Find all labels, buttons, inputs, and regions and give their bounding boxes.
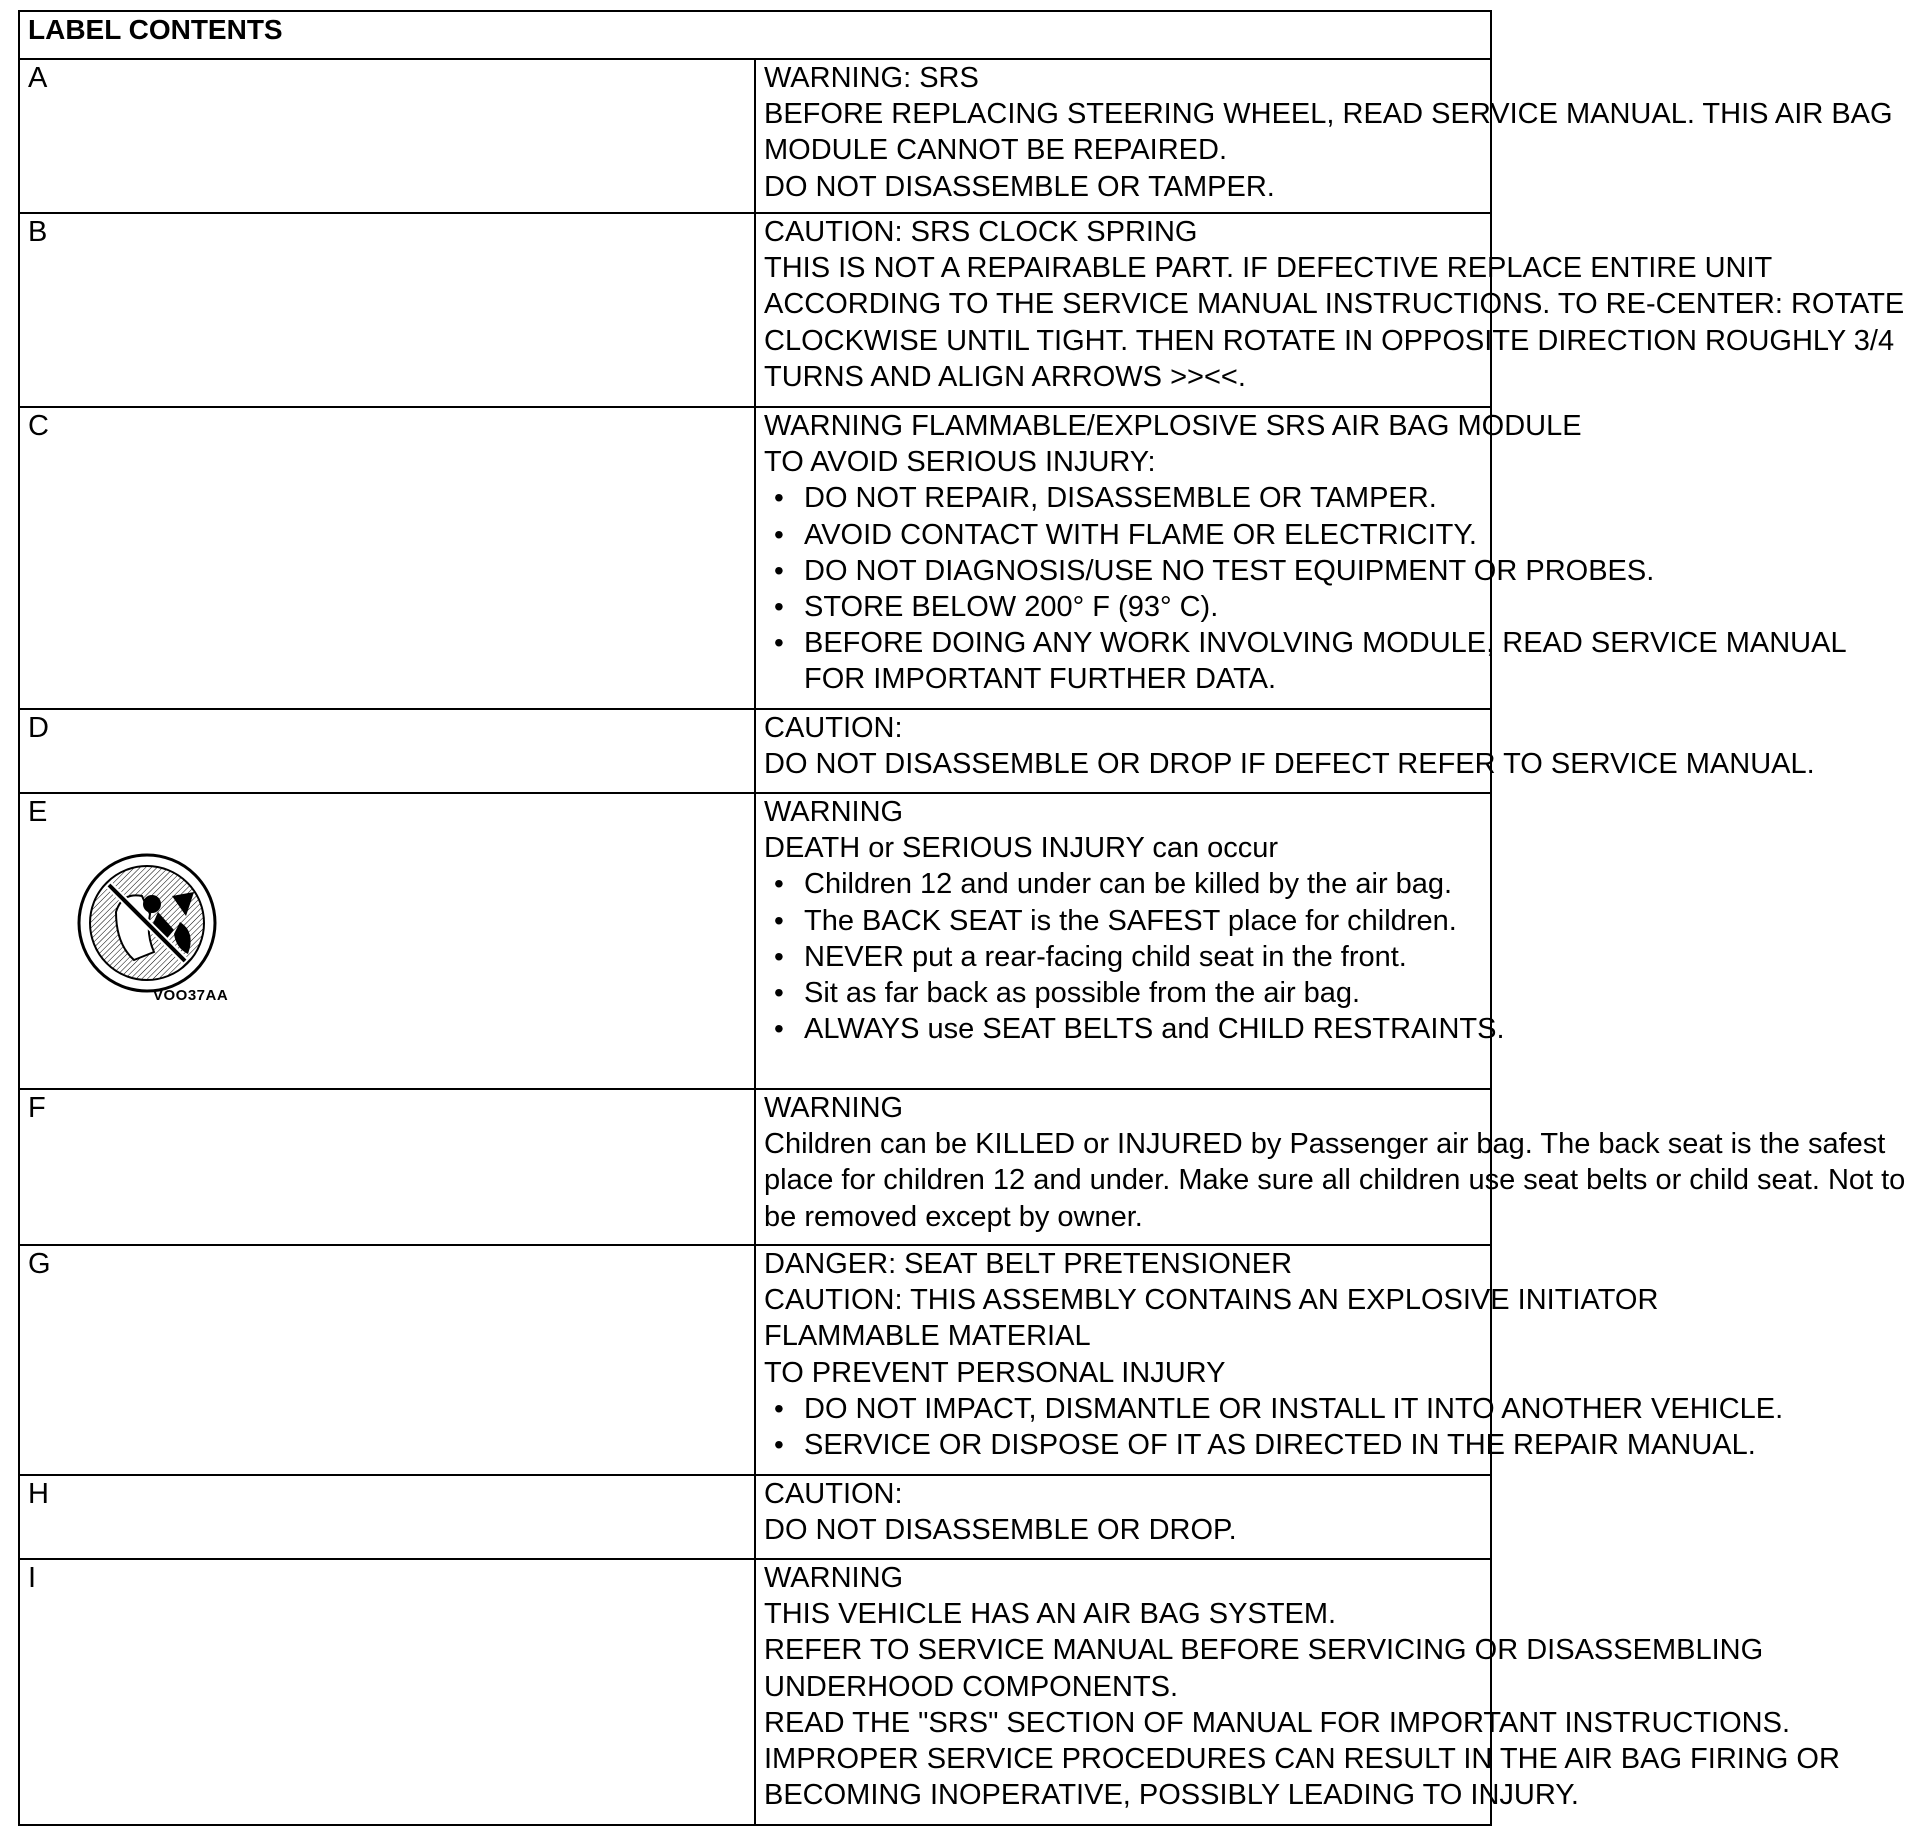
bullet-item: • DO NOT DIAGNOSIS/USE NO TEST EQUIPMENT OR PROBES. bbox=[764, 553, 1482, 589]
text-line: DANGER: SEAT BELT PRETENSIONER bbox=[764, 1248, 1293, 1280]
text-line: CLOCKWISE UNTIL TIGHT. THEN ROTATE IN OPPOSITE DIRECTION ROUGHLY 3/4 bbox=[764, 324, 1895, 357]
text-line: THIS IS NOT A REPAIRABLE PART. IF DEFECTIVE REPLACE ENTIRE UNIT bbox=[764, 252, 1773, 285]
table-row bbox=[19, 59, 1491, 213]
row-content bbox=[755, 213, 1905, 407]
text-line: place for children 12 and under. Make sure all children use seat belts or child seat. Not to bbox=[764, 1164, 1905, 1197]
text-line: ACCORDING TO THE SERVICE MANUAL INSTRUCTIONS. TO RE-CENTER: ROTATE bbox=[764, 288, 1905, 321]
label-contents-document bbox=[18, 10, 1905, 1826]
table-row bbox=[19, 1475, 1491, 1559]
bullet-item: • ALWAYS use SEAT BELTS and CHILD RESTRAINTS. bbox=[764, 1011, 1482, 1047]
row-content bbox=[755, 793, 1505, 1089]
row-content bbox=[755, 59, 1893, 213]
text-line: TURNS AND ALIGN ARROWS >><<. bbox=[764, 360, 1246, 393]
bullet-item: • SERVICE OR DISPOSE OF IT AS DIRECTED IN THE REPAIR MANUAL. bbox=[764, 1427, 1482, 1463]
table-row bbox=[19, 1559, 1491, 1825]
row-content bbox=[755, 1559, 1840, 1825]
table-row bbox=[19, 407, 1491, 709]
text-line: DO NOT DISASSEMBLE OR TAMPER. bbox=[764, 170, 1275, 203]
text-line: DO NOT DISASSEMBLE OR DROP IF DEFECT REFER TO SERVICE MANUAL. bbox=[764, 748, 1815, 781]
table-row bbox=[19, 709, 1491, 793]
table-row bbox=[19, 793, 1491, 1089]
text-line: FLAMMABLE MATERIAL bbox=[764, 1320, 1091, 1353]
bullet-item: • NEVER put a rear-facing child seat in the front. bbox=[764, 939, 1482, 975]
row-key: H bbox=[19, 1475, 755, 1559]
row-key: D bbox=[19, 709, 755, 793]
text-line: CAUTION: bbox=[764, 712, 903, 744]
bullet-list bbox=[764, 480, 1847, 697]
text-line: DO NOT DISASSEMBLE OR DROP. bbox=[764, 1514, 1237, 1547]
text-line: CAUTION: THIS ASSEMBLY CONTAINS AN EXPLOSIVE INITIATOR bbox=[764, 1284, 1659, 1317]
text-line: TO AVOID SERIOUS INJURY: bbox=[764, 446, 1156, 479]
row-key: F bbox=[19, 1089, 755, 1245]
pictogram-code: VOO37AA bbox=[153, 987, 229, 1005]
text-line: BECOMING INOPERATIVE, POSSIBLY LEADING TO INJURY. bbox=[764, 1779, 1579, 1812]
text-line: WARNING bbox=[764, 1092, 904, 1124]
table-row bbox=[19, 1245, 1491, 1475]
table-row bbox=[19, 1089, 1491, 1245]
table-header: LABEL CONTENTS bbox=[19, 11, 1491, 59]
bullet-list bbox=[764, 1391, 1784, 1463]
text-line: THIS VEHICLE HAS AN AIR BAG SYSTEM. bbox=[764, 1598, 1337, 1631]
text-line: WARNING bbox=[764, 1562, 904, 1594]
pictogram-area bbox=[28, 830, 746, 1030]
row-content bbox=[755, 1475, 1491, 1559]
row-key: C bbox=[19, 407, 755, 709]
row-key bbox=[19, 793, 755, 1089]
text-line: Children can be KILLED or INJURED by Passenger air bag. The back seat is the safest bbox=[764, 1128, 1886, 1161]
bullet-item: • Children 12 and under can be killed by the air bag. bbox=[764, 866, 1482, 902]
text-line: UNDERHOOD COMPONENTS. bbox=[764, 1670, 1179, 1703]
bullet-item: • The BACK SEAT is the SAFEST place for children. bbox=[764, 903, 1482, 939]
text-line: WARNING FLAMMABLE/EXPLOSIVE SRS AIR BAG MODULE bbox=[764, 410, 1582, 442]
bullet-item: • Sit as far back as possible from the air bag. bbox=[764, 975, 1482, 1011]
text-line: CAUTION: bbox=[764, 1478, 903, 1510]
text-line: TO PREVENT PERSONAL INJURY bbox=[764, 1356, 1226, 1389]
text-line: IMPROPER SERVICE PROCEDURES CAN RESULT IN THE AIR BAG FIRING OR bbox=[764, 1743, 1840, 1776]
bullet-item: • STORE BELOW 200° F (93° C). bbox=[764, 589, 1482, 625]
bullet-item: • AVOID CONTACT WITH FLAME OR ELECTRICITY. bbox=[764, 517, 1482, 553]
bullet-list bbox=[764, 866, 1505, 1047]
no-child-seat-icon bbox=[76, 852, 218, 994]
table-header-row bbox=[19, 11, 1491, 59]
bullet-continuation: FOR IMPORTANT FURTHER DATA. bbox=[804, 663, 1277, 696]
row-key: A bbox=[19, 59, 755, 213]
row-content bbox=[755, 407, 1847, 709]
row-key: B bbox=[19, 213, 755, 407]
row-key: G bbox=[19, 1245, 755, 1475]
row-content bbox=[755, 1245, 1784, 1475]
text-line: REFER TO SERVICE MANUAL BEFORE SERVICING OR DISASSEMBLING bbox=[764, 1634, 1764, 1667]
row-key-letter: E bbox=[28, 796, 48, 828]
text-line: MODULE CANNOT BE REPAIRED. bbox=[764, 134, 1228, 167]
text-line: READ THE "SRS" SECTION OF MANUAL FOR IMPORTANT INSTRUCTIONS. bbox=[764, 1706, 1791, 1739]
text-line: WARNING: SRS bbox=[764, 62, 979, 94]
text-line: DEATH or SERIOUS INJURY can occur bbox=[764, 832, 1279, 865]
row-content bbox=[755, 709, 1815, 793]
bullet-item: • DO NOT IMPACT, DISMANTLE OR INSTALL IT INTO ANOTHER VEHICLE. bbox=[764, 1391, 1482, 1427]
label-contents-table bbox=[18, 10, 1905, 1826]
row-key: I bbox=[19, 1559, 755, 1825]
text-line: WARNING bbox=[764, 796, 904, 828]
bullet-item: • DO NOT REPAIR, DISASSEMBLE OR TAMPER. bbox=[764, 480, 1482, 516]
row-content bbox=[755, 1089, 1905, 1245]
text-line: BEFORE REPLACING STEERING WHEEL, READ SERVICE MANUAL. THIS AIR BAG bbox=[764, 98, 1893, 131]
table-row bbox=[19, 213, 1491, 407]
bullet-item: • BEFORE DOING ANY WORK INVOLVING MODULE, READ SERVICE MANUAL bbox=[764, 625, 1482, 661]
text-line: CAUTION: SRS CLOCK SPRING bbox=[764, 216, 1198, 248]
text-line: be removed except by owner. bbox=[764, 1200, 1143, 1233]
